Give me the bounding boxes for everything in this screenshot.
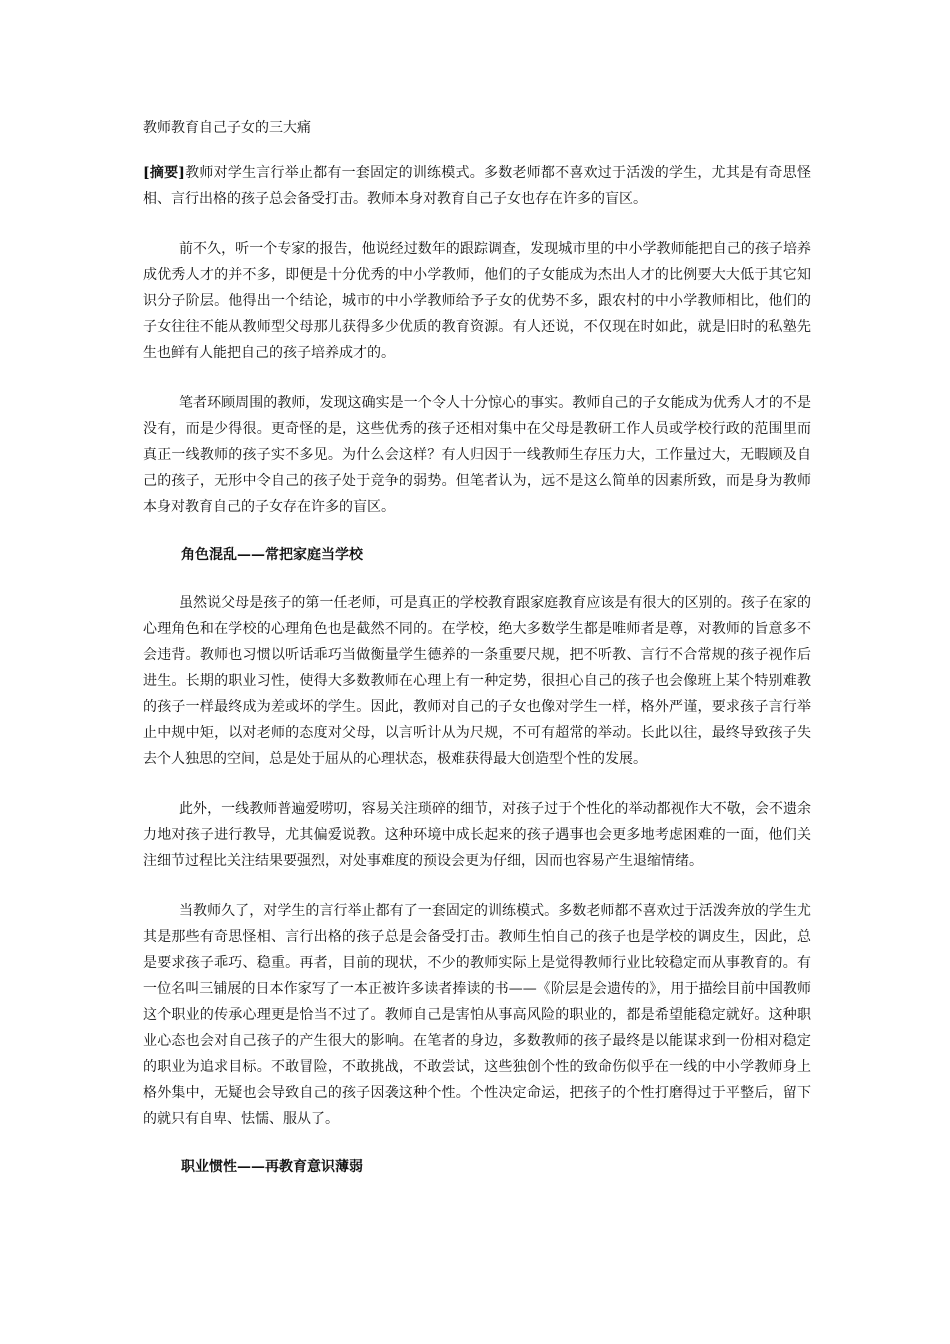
paragraph: 此外，一线教师普遍爱唠叨，容易关注琐碎的细节，对孩子过于个性化的举动都视作大不敬，会不遗余力地对孩子进行教导，尤其偏爱说教。这种环境中成长起来的孩子遇事也会更多地考虑困难的一面，他们关注细节过程比关注结果要强烈，对处事难度的预设会更为仔细，因而也容易产生退缩情绪。 xyxy=(143,801,811,869)
paragraph: 前不久，听一个专家的报告，他说经过数年的跟踪调查，发现城市里的中小学教师能把自己的孩子培养成优秀人才的并不多，即便是十分优秀的中小学教师，他们的子女能成为杰出人才的比例要大大低于其它知识分子阶层。他得出一个结论，城市的中小学教师给予子女的优势不多，跟农村的中小学教师相比，他们的子女往往不能从教师型父母那儿获得多少优质的教育资源。有人还说，不仅现在时如此，就是旧时的私塾先生也鲜有人能把自己的孩子培养成才的。 xyxy=(143,241,811,361)
section-heading: 职业惯性——再教育意识薄弱 xyxy=(181,1159,363,1175)
abstract-text: 教师对学生言行举止都有一套固定的训练模式。多数老师都不喜欢过于活泼的学生，尤其是有奇思怪相、言行出格的孩子总会备受打击。教师本身对教育自己子女也存在许多的盲区。 xyxy=(143,165,811,207)
paragraph: 虽然说父母是孩子的第一任老师，可是真正的学校教育跟家庭教育应该是有很大的区别的。孩子在家的心理角色和在学校的心理角色也是截然不同的。在学校，绝大多数学生都是唯师者是尊，对教师的旨意多不会违背。教师也习惯以听话乖巧当做衡量学生德养的一条重要尺规，把不听教、言行不合常规的孩子视作后进生。长期的职业习性，使得大多数教师在心理上有一种定势，很担心自己的孩子也会像班上某个特别难教的孩子一样最终成为差或坏的学生。因此，教师对自己的子女也像对学生一样，格外严谨，要求孩子言行举止中规中矩，以对老师的态度对父母，以言听计从为尺规，不可有超常的举动。长此以往，最终导致孩子失去个人独思的空间，总是处于屈从的心理状态，极难获得最大创造型个性的发展。 xyxy=(143,595,811,767)
paragraph: 笔者环顾周围的教师，发现这确实是一个令人十分惊心的事实。教师自己的子女能成为优秀人才的不是没有，而是少得很。更奇怪的是，这些优秀的孩子还相对集中在父母是教研工作人员或学校行政的范围里而真正一线教师的孩子实不多见。为什么会这样？有人归因于一线教师生存压力大，工作量过大，无暇顾及自己的孩子，无形中令自己的孩子处于竞争的弱势。但笔者认为，远不是这么简单的因素所致，而是身为教师本身对教育自己的子女存在许多的盲区。 xyxy=(143,395,811,515)
abstract-tag: [摘要] xyxy=(143,165,185,181)
document-page xyxy=(143,118,811,1202)
document-title: 教师教育自己子女的三大痛 xyxy=(143,120,311,136)
section-heading: 角色混乱——常把家庭当学校 xyxy=(181,547,363,563)
paragraph: 当教师久了，对学生的言行举止都有了一套固定的训练模式。多数老师都不喜欢过于活泼奔放的学生尤其是那些有奇思怪相、言行出格的孩子总是会备受打击。教师生怕自己的孩子也是学校的调皮生，因此，总是要求孩子乖巧、稳重。再者，目前的现状，不少的教师实际上是觉得教师行业比较稳定而从事教育的。有一位名叫三铺展的日本作家写了一本正被许多读者捧读的书——《阶层是会遗传的》，用于描绘目前中国教师这个职业的传承心理更是恰当不过了。教师自己是害怕从事高风险的职业的，都是希望能稳定就好。这种职业心态也会对自己孩子的产生很大的影响。在笔者的身边，多数教师的孩子最终是以能谋求到一份相对稳定的职业为追求目标。不敢冒险，不敢挑战，不敢尝试，这些独创个性的致命伤似乎在一线的中小学教师身上格外集中，无疑也会导致自己的孩子因袭这种个性。个性决定命运，把孩子的个性打磨得过于平整后，留下的就只有自卑、怯懦、服从了。 xyxy=(143,903,811,1127)
abstract xyxy=(143,160,811,212)
